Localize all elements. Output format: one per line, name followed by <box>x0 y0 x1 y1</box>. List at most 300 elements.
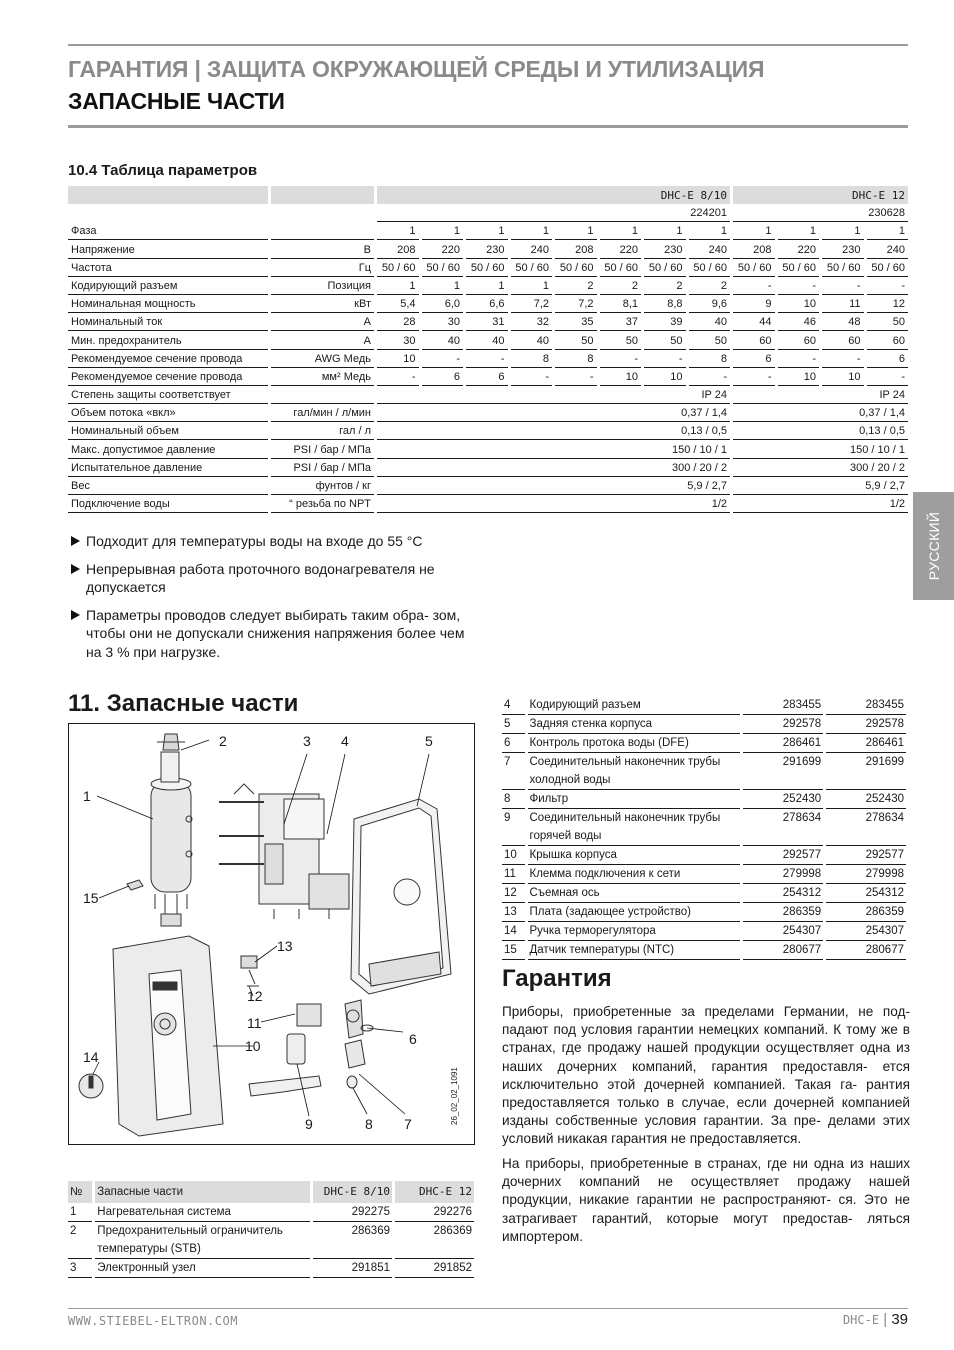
param-label: Мин. предохранитель <box>68 331 268 349</box>
param-value: 40 <box>511 331 553 349</box>
back-wall-drawing <box>351 799 451 994</box>
spare-part-row <box>502 696 906 715</box>
warranty-title: Гарантия <box>502 965 612 992</box>
param-unit: А <box>271 331 374 349</box>
param-value: 50 / 60 <box>867 259 909 277</box>
part-code-model-a: 292577 <box>743 846 823 865</box>
param-value: 50 / 60 <box>377 259 419 277</box>
param-value-model-a: 5,9 / 2,7 <box>377 477 730 495</box>
part-number: 14 <box>502 922 525 941</box>
param-label: Подключение воды <box>68 495 268 513</box>
param-value: 208 <box>555 240 597 258</box>
param-value: - <box>733 368 775 386</box>
param-value: - <box>867 368 909 386</box>
part-name: Нагревательная система <box>95 1203 310 1222</box>
part-code-model-b: 292276 <box>395 1203 474 1222</box>
part-code-model-a: 292275 <box>313 1203 392 1222</box>
param-value-model-b: 0,13 / 0,5 <box>733 422 908 440</box>
param-value: 48 <box>822 313 864 331</box>
param-value: 6,6 <box>466 295 508 313</box>
param-value: - <box>644 350 686 368</box>
part-name: Электронный узел <box>95 1259 310 1278</box>
col-header-model-b: DHC-E 12 <box>395 1181 474 1203</box>
param-value: 50 <box>867 313 909 331</box>
param-value: 9,6 <box>689 295 731 313</box>
param-value: 60 <box>822 331 864 349</box>
part-code-model-b: 291852 <box>395 1259 474 1278</box>
spare-part-row <box>68 1259 474 1278</box>
part-name: Задняя стенка корпуса <box>528 715 741 734</box>
param-label: Вес <box>68 477 268 495</box>
part-name: Плата (задающее устройство) <box>528 903 741 922</box>
param-value: 1 <box>867 222 909 240</box>
param-label: Номинальный объем <box>68 422 268 440</box>
param-value: 230 <box>466 240 508 258</box>
param-value: - <box>511 368 553 386</box>
axis-drawing <box>247 970 259 986</box>
spare-part-row <box>502 715 906 734</box>
param-label: Напряжение <box>68 240 268 258</box>
param-row <box>68 386 908 404</box>
param-value: 31 <box>466 313 508 331</box>
param-row <box>68 350 908 368</box>
param-value: 8 <box>511 350 553 368</box>
part-code-model-b: 283455 <box>826 696 906 715</box>
note-item: Непрерывная работа проточного водонагревателя не допускается <box>68 560 478 597</box>
param-value: 10 <box>778 368 820 386</box>
electronic-unit-drawing <box>219 784 349 919</box>
param-value: 2 <box>600 277 642 295</box>
param-label: Частота <box>68 259 268 277</box>
exploded-view-figure <box>68 723 475 1145</box>
page-number: 39 <box>891 1311 908 1328</box>
param-value: 208 <box>733 240 775 258</box>
param-unit: PSI / бар / МПа <box>271 459 374 477</box>
param-value: 5,4 <box>377 295 419 313</box>
param-value: 8,1 <box>600 295 642 313</box>
housing-cover-drawing <box>113 936 223 1136</box>
param-unit: Позиция <box>271 277 374 295</box>
exploded-view-drawing <box>69 724 474 1144</box>
warranty-paragraph-2: На приборы, приобретенные в странах, где ни одна из наших дочерних компаний не осуществляет продажу нашей продукции, никакие гарантии не распространяют- ся. Это не затрагивает гарантий, которые могут предостав- ляться импортером. <box>502 1156 910 1244</box>
param-row <box>68 331 908 349</box>
spare-parts-title: 11. Запасные части <box>68 690 299 717</box>
part-code-model-b: 280677 <box>826 941 906 960</box>
figure-label: 3 <box>303 733 311 749</box>
part-code-model-a: 286359 <box>743 903 823 922</box>
part-code-model-b: 286359 <box>826 903 906 922</box>
param-value: 1 <box>822 222 864 240</box>
param-value: - <box>867 277 909 295</box>
param-value: 1 <box>555 222 597 240</box>
param-value: 240 <box>689 240 731 258</box>
param-value: - <box>778 350 820 368</box>
param-value: - <box>822 350 864 368</box>
param-unit: “ резьба по NPT <box>271 495 374 513</box>
param-label: Номинальная мощность <box>68 295 268 313</box>
param-value: 32 <box>511 313 553 331</box>
param-value: 10 <box>644 368 686 386</box>
param-value: 50 / 60 <box>466 259 508 277</box>
param-row <box>68 295 908 313</box>
param-value-model-b: 150 / 10 / 1 <box>733 440 908 458</box>
part-number: 1 <box>68 1203 92 1222</box>
param-value: 2 <box>555 277 597 295</box>
param-value: 1 <box>689 222 731 240</box>
param-value: 1 <box>466 277 508 295</box>
param-value: 1 <box>422 277 464 295</box>
param-value: - <box>822 277 864 295</box>
part-number: 5 <box>502 715 525 734</box>
param-value-model-a: 0,13 / 0,5 <box>377 422 730 440</box>
figure-label: 4 <box>341 733 349 749</box>
param-label: Рекомендуемое сечение провода <box>68 368 268 386</box>
param-value: 50 / 60 <box>511 259 553 277</box>
language-tab-label: РУССКИЙ <box>925 511 942 581</box>
part-code-model-a: 280677 <box>743 941 823 960</box>
param-value: - <box>689 368 731 386</box>
header-rule-top <box>68 44 908 46</box>
part-code-model-a: 278634 <box>743 809 823 846</box>
spare-part-row <box>502 753 906 790</box>
param-label: Номинальный ток <box>68 313 268 331</box>
part-code-model-b: 286369 <box>395 1222 474 1259</box>
param-row <box>68 495 908 513</box>
param-row <box>68 222 908 240</box>
param-value: 44 <box>733 313 775 331</box>
param-value: 8,8 <box>644 295 686 313</box>
param-label: Испытательное давление <box>68 459 268 477</box>
figure-label: 15 <box>83 890 99 906</box>
thermostat-knob-drawing <box>79 1074 103 1098</box>
col-header-name: Запасные части <box>95 1181 310 1203</box>
param-unit: В <box>271 240 374 258</box>
param-value: 30 <box>422 313 464 331</box>
part-code-model-a: 252430 <box>743 790 823 809</box>
part-name: Съемная ось <box>528 884 741 903</box>
model-a-header: DHC-E 8/10 <box>377 186 730 204</box>
param-value: 60 <box>778 331 820 349</box>
header-rule-bottom <box>68 125 908 128</box>
figure-label: 1 <box>83 788 91 804</box>
part-code-model-b: 286461 <box>826 734 906 753</box>
param-unit: PSI / бар / МПа <box>271 440 374 458</box>
model-b-header: DHC-E 12 <box>733 186 908 204</box>
board-drawing <box>241 956 257 968</box>
figure-label: 2 <box>219 733 227 749</box>
param-value: 6 <box>466 368 508 386</box>
param-value: 6 <box>422 368 464 386</box>
part-code-model-a: 286369 <box>313 1222 392 1259</box>
param-value: 30 <box>377 331 419 349</box>
part-number: 6 <box>502 734 525 753</box>
footer-model: DHC-E <box>842 1313 880 1327</box>
param-value-model-b: 5,9 / 2,7 <box>733 477 908 495</box>
param-value: 9 <box>733 295 775 313</box>
spare-part-row <box>502 865 906 884</box>
part-code-model-b: 291699 <box>826 753 906 790</box>
part-number: 3 <box>68 1259 92 1278</box>
param-value: 46 <box>778 313 820 331</box>
param-value: 7,2 <box>555 295 597 313</box>
param-value: - <box>600 350 642 368</box>
heating-system-drawing <box>127 734 192 926</box>
param-value-model-b: 0,37 / 1,4 <box>733 404 908 422</box>
spare-part-row <box>68 1203 474 1222</box>
param-row <box>68 440 908 458</box>
col-header-no: № <box>68 1181 92 1203</box>
param-row <box>68 277 908 295</box>
param-value: 40 <box>466 331 508 349</box>
spare-parts-table-right <box>499 696 909 960</box>
figure-label: 5 <box>425 733 433 749</box>
footer-rule <box>68 1308 908 1309</box>
part-code-model-a: 283455 <box>743 696 823 715</box>
param-value: 6 <box>733 350 775 368</box>
param-row <box>68 459 908 477</box>
param-value: 39 <box>644 313 686 331</box>
param-value: 220 <box>778 240 820 258</box>
param-row <box>68 477 908 495</box>
param-value: 230 <box>644 240 686 258</box>
param-value: 50 / 60 <box>733 259 775 277</box>
figure-label: 13 <box>277 938 293 954</box>
spare-part-row <box>502 903 906 922</box>
part-number: 7 <box>502 753 525 790</box>
part-number: 15 <box>502 941 525 960</box>
figure-label: 6 <box>409 1031 417 1047</box>
param-label: Фаза <box>68 222 268 240</box>
part-code-model-a: 254312 <box>743 884 823 903</box>
part-number: 4 <box>502 696 525 715</box>
param-value: 1 <box>377 222 419 240</box>
param-value: 10 <box>600 368 642 386</box>
param-value: 50 / 60 <box>422 259 464 277</box>
part-code-model-a: 286461 <box>743 734 823 753</box>
spare-part-row <box>502 941 906 960</box>
part-number: 11 <box>502 865 525 884</box>
param-value-model-a: 300 / 20 / 2 <box>377 459 730 477</box>
param-value: 240 <box>511 240 553 258</box>
part-code-model-a: 291851 <box>313 1259 392 1278</box>
param-label: Макс. допустимое давление <box>68 440 268 458</box>
param-value: 240 <box>867 240 909 258</box>
part-name: Клемма подключения к сети <box>528 865 741 884</box>
part-number: 2 <box>68 1222 92 1259</box>
param-value: 50 / 60 <box>555 259 597 277</box>
param-row <box>68 404 908 422</box>
param-row <box>68 313 908 331</box>
param-unit: Гц <box>271 259 374 277</box>
note-item: Подходит для температуры воды на входе до 55 °C <box>68 532 478 551</box>
part-number: 9 <box>502 809 525 846</box>
figure-label: 9 <box>305 1116 313 1132</box>
figure-label: 10 <box>245 1038 261 1054</box>
param-value-model-b: IP 24 <box>733 386 908 404</box>
terminal-drawing <box>297 1004 321 1026</box>
param-unit: фунтов / кг <box>271 477 374 495</box>
part-name: Соединительный наконечник трубы холодной воды <box>528 753 741 790</box>
part-number: 8 <box>502 790 525 809</box>
param-value: 2 <box>689 277 731 295</box>
param-value: - <box>778 277 820 295</box>
figure-label: 8 <box>365 1116 373 1132</box>
spare-part-row <box>502 884 906 903</box>
param-value: 50 / 60 <box>778 259 820 277</box>
part-code-model-b: 292577 <box>826 846 906 865</box>
footer-url: WWW.STIEBEL-ELTRON.COM <box>68 1314 238 1328</box>
param-value: 50 / 60 <box>600 259 642 277</box>
spare-part-row <box>502 922 906 941</box>
part-code-model-b: 254312 <box>826 884 906 903</box>
param-value: - <box>422 350 464 368</box>
param-value: - <box>466 350 508 368</box>
part-code-model-a: 292578 <box>743 715 823 734</box>
param-value: 2 <box>644 277 686 295</box>
param-value: 10 <box>778 295 820 313</box>
part-code-model-a: 254307 <box>743 922 823 941</box>
spare-parts-table-left <box>65 1181 477 1278</box>
part-code-model-b: 254307 <box>826 922 906 941</box>
param-value: 40 <box>689 313 731 331</box>
part-code-model-a: 279998 <box>743 865 823 884</box>
param-section-title: 10.4 Таблица параметров <box>68 162 258 179</box>
param-value-model-b: 1/2 <box>733 495 908 513</box>
parameter-table <box>65 186 911 513</box>
param-value: 11 <box>822 295 864 313</box>
param-value: 50 / 60 <box>822 259 864 277</box>
param-value: 60 <box>733 331 775 349</box>
param-value: 1 <box>511 222 553 240</box>
param-value: 60 <box>867 331 909 349</box>
param-value: 220 <box>600 240 642 258</box>
param-unit <box>271 222 374 240</box>
part-name: Предохранительный ограничитель температуры (STB) <box>95 1222 310 1259</box>
param-value: 10 <box>377 350 419 368</box>
param-value: 220 <box>422 240 464 258</box>
param-value: 50 <box>644 331 686 349</box>
param-value: 1 <box>422 222 464 240</box>
param-value: 37 <box>600 313 642 331</box>
param-value-model-a: 150 / 10 / 1 <box>377 440 730 458</box>
param-value: 40 <box>422 331 464 349</box>
param-value-model-a: IP 24 <box>377 386 730 404</box>
col-header-model-a: DHC-E 8/10 <box>313 1181 392 1203</box>
model-b-code: 230628 <box>733 204 908 222</box>
part-name: Кодирующий разъем <box>528 696 741 715</box>
param-unit: мм² Медь <box>271 368 374 386</box>
param-value: - <box>733 277 775 295</box>
param-unit: гал/мин / л/мин <box>271 404 374 422</box>
param-row <box>68 368 908 386</box>
part-name: Крышка корпуса <box>528 846 741 865</box>
param-unit: гал / л <box>271 422 374 440</box>
part-name: Датчик температуры (NTC) <box>528 941 741 960</box>
param-unit: AWG Медь <box>271 350 374 368</box>
param-value: 50 <box>600 331 642 349</box>
figure-label: 14 <box>83 1049 99 1065</box>
part-name: Соединительный наконечник трубы горячей воды <box>528 809 741 846</box>
note-item: Параметры проводов следует выбирать таким обра- зом, чтобы они не допускали снижения напряжения более чем на 3 % при нагрузке. <box>68 606 478 662</box>
param-unit: кВт <box>271 295 374 313</box>
param-value: 10 <box>822 368 864 386</box>
footer-page-info <box>843 1311 908 1328</box>
language-tab <box>913 492 954 600</box>
param-label: Кодирующий разъем <box>68 277 268 295</box>
part-name: Ручка терморегулятора <box>528 922 741 941</box>
param-unit <box>271 386 374 404</box>
param-row <box>68 240 908 258</box>
param-value-model-a: 0,37 / 1,4 <box>377 404 730 422</box>
footer-separator: | <box>883 1311 888 1328</box>
param-value: 50 / 60 <box>644 259 686 277</box>
param-row <box>68 422 908 440</box>
spare-part-row <box>502 790 906 809</box>
spare-part-row <box>68 1222 474 1259</box>
param-value: - <box>377 368 419 386</box>
param-label: Степень защиты соответствует <box>68 386 268 404</box>
param-row <box>68 259 908 277</box>
param-value: 50 / 60 <box>689 259 731 277</box>
param-value: 1 <box>644 222 686 240</box>
param-value: 230 <box>822 240 864 258</box>
param-value: 7,2 <box>511 295 553 313</box>
param-value: 28 <box>377 313 419 331</box>
figure-code: 26_02_02_1091 <box>450 1067 459 1125</box>
figure-label: 12 <box>247 988 263 1004</box>
param-value: 6 <box>867 350 909 368</box>
part-code-model-b: 279998 <box>826 865 906 884</box>
spare-part-row <box>502 734 906 753</box>
param-value: 6,0 <box>422 295 464 313</box>
part-code-model-b: 278634 <box>826 809 906 846</box>
notes-list <box>68 532 478 670</box>
part-code-model-a: 291699 <box>743 753 823 790</box>
model-a-code: 224201 <box>377 204 730 222</box>
param-value: 208 <box>377 240 419 258</box>
param-value: 12 <box>867 295 909 313</box>
param-value: 35 <box>555 313 597 331</box>
part-code-model-b: 292578 <box>826 715 906 734</box>
param-value-model-a: 1/2 <box>377 495 730 513</box>
param-label: Объем потока «вкл» <box>68 404 268 422</box>
param-value: 50 <box>689 331 731 349</box>
part-number: 10 <box>502 846 525 865</box>
figure-label: 7 <box>404 1116 412 1132</box>
param-value: 50 <box>555 331 597 349</box>
param-value-model-b: 300 / 20 / 2 <box>733 459 908 477</box>
warranty-paragraph-1: Приборы, приобретенные за пределами Германии, не под- падают под условия гарантии немецких компаний. К тому же в странах, где продажу нашей продукции осуществляет одна из наших дочерних компаний, гарантия предоставля- ется исключительно этой дочерней компанией. Такая га- рантия предоставляется только в случае, если дочерней компанией изданы собственные условия гарантии. За пре- делами этих условий никакая гарантия не предоставляется. <box>502 1004 910 1147</box>
part-name: Фильтр <box>528 790 741 809</box>
param-label: Рекомендуемое сечение провода <box>68 350 268 368</box>
param-value: 1 <box>733 222 775 240</box>
param-value: 1 <box>778 222 820 240</box>
param-value: 8 <box>689 350 731 368</box>
spare-part-row <box>502 809 906 846</box>
part-code-model-b: 252430 <box>826 790 906 809</box>
param-unit: А <box>271 313 374 331</box>
part-number: 13 <box>502 903 525 922</box>
part-name: Контроль протока воды (DFE) <box>528 734 741 753</box>
param-value: 1 <box>600 222 642 240</box>
param-value: 1 <box>377 277 419 295</box>
header-title-line2: ЗАПАСНЫЕ ЧАСТИ <box>68 88 285 114</box>
spare-part-row <box>502 846 906 865</box>
param-value: 1 <box>511 277 553 295</box>
param-value: 1 <box>466 222 508 240</box>
header-title-line1: ГАРАНТИЯ | ЗАЩИТА ОКРУЖАЮЩЕЙ СРЕДЫ И УТИЛИЗАЦИЯ <box>68 56 765 82</box>
figure-label: 11 <box>247 1015 262 1031</box>
